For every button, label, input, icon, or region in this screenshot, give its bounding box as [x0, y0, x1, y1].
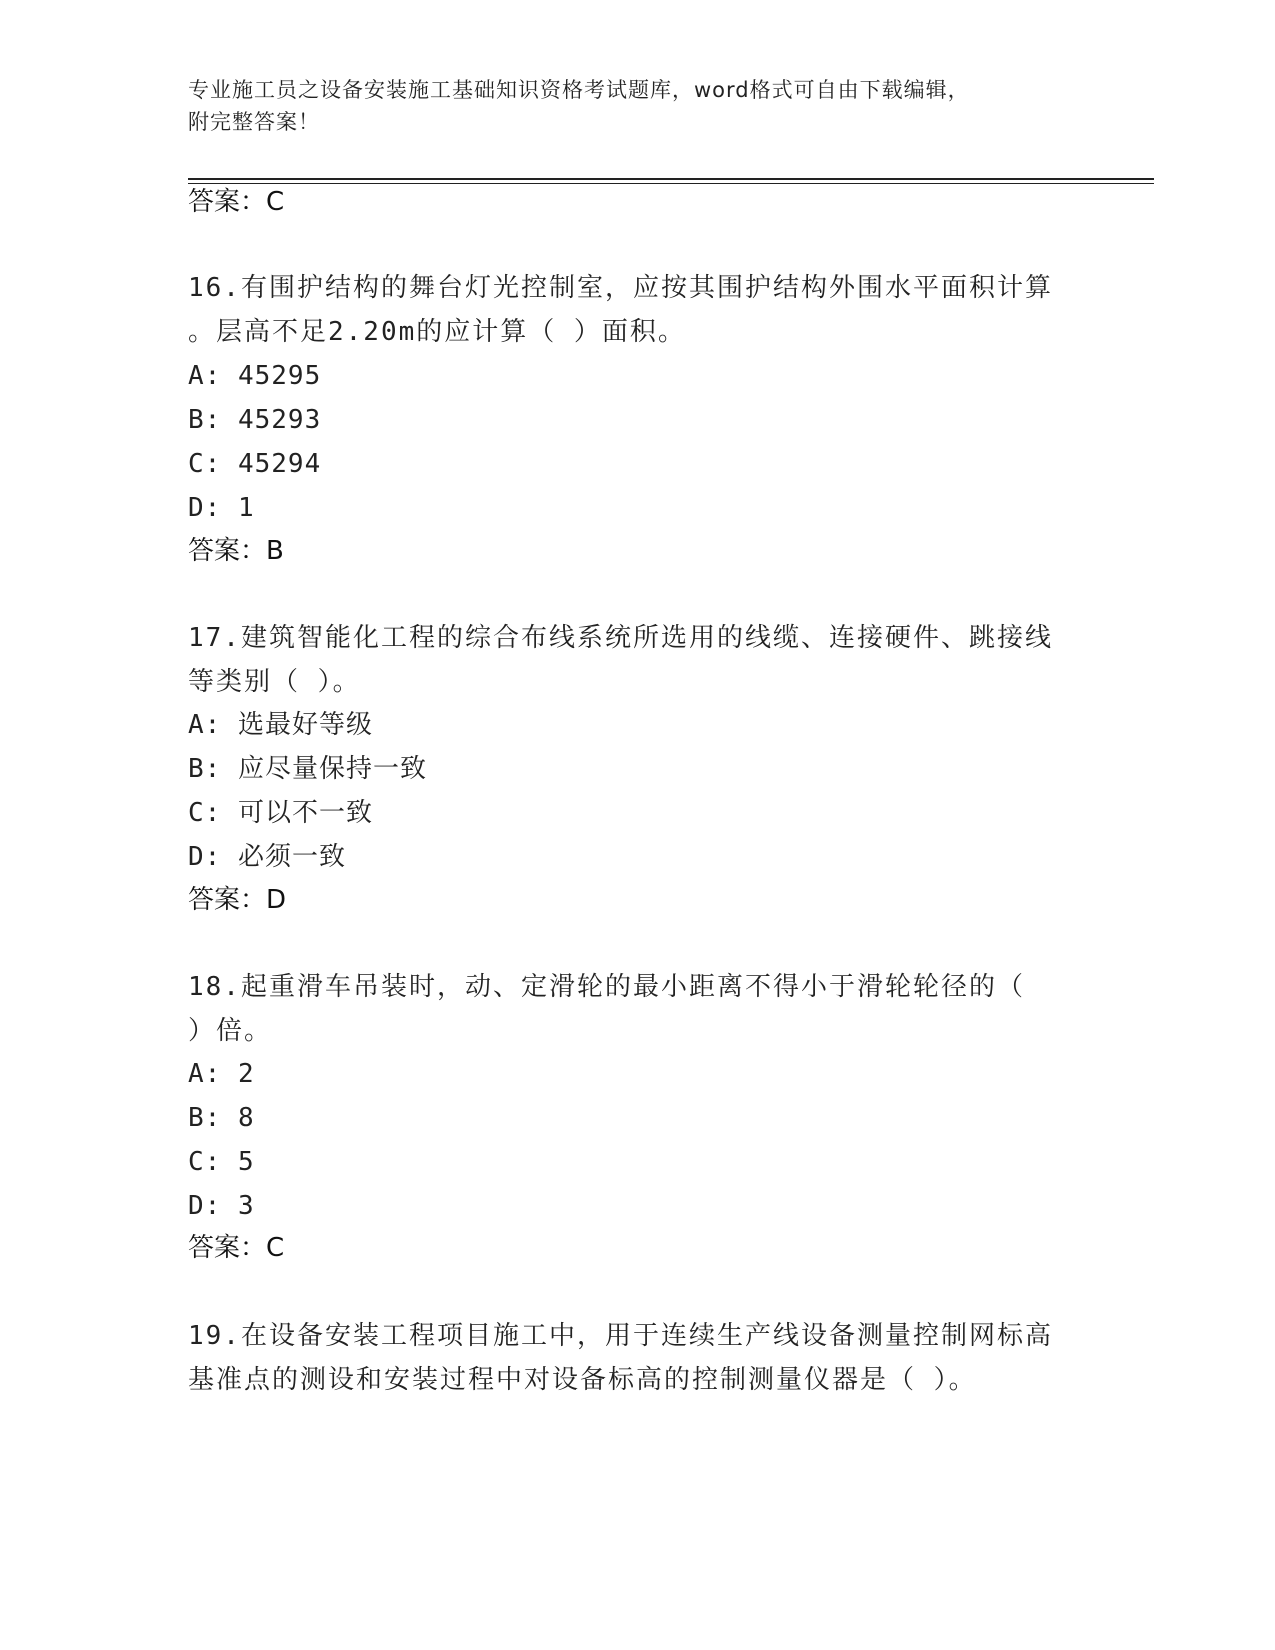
header-line-1: 专业施工员之设备安装施工基础知识资格考试题库，word格式可自由下载编辑，	[188, 78, 970, 102]
answer-label: 答案：B	[188, 536, 284, 566]
option-d: D: 3	[188, 1191, 255, 1221]
answer-label: 答案：C	[188, 187, 285, 217]
question-text-line: 等类别（ ）。	[188, 667, 361, 697]
option-c: C: 可以不一致	[188, 798, 373, 828]
answer-label: 答案：D	[188, 885, 287, 915]
header-divider-thin	[188, 183, 1154, 184]
option-c: C: 45294	[188, 449, 322, 479]
question-text-line: 17.建筑智能化工程的综合布线系统所选用的线缆、连接硬件、跳接线	[188, 623, 1053, 653]
question-text-line: 16.有围护结构的舞台灯光控制室，应按其围护结构外围水平面积计算	[188, 273, 1053, 303]
question-text-line: 基准点的测设和安装过程中对设备标高的控制测量仪器是（ ）。	[188, 1365, 977, 1395]
option-d: D: 必须一致	[188, 842, 346, 872]
header-divider-thick	[188, 178, 1154, 180]
option-d: D: 1	[188, 493, 255, 523]
option-b: B: 应尽量保持一致	[188, 754, 427, 784]
option-c: C: 5	[188, 1147, 255, 1177]
question-text-line: 。层高不足2.20m的应计算（ ）面积。	[188, 317, 686, 347]
question-text-line: 19.在设备安装工程项目施工中，用于连续生产线设备测量控制网标高	[188, 1321, 1053, 1351]
option-b: B: 45293	[188, 405, 322, 435]
question-text-line: 18.起重滑车吊装时，动、定滑轮的最小距离不得小于滑轮轮径的（	[188, 972, 1025, 1002]
option-b: B: 8	[188, 1103, 255, 1133]
question-text-line: ）倍。	[188, 1016, 273, 1046]
answer-label: 答案：C	[188, 1233, 285, 1263]
page-header	[188, 74, 1088, 138]
option-a: A: 45295	[188, 361, 322, 391]
option-a: A: 2	[188, 1059, 255, 1089]
header-line-2: 附完整答案！	[188, 110, 320, 134]
option-a: A: 选最好等级	[188, 710, 373, 740]
